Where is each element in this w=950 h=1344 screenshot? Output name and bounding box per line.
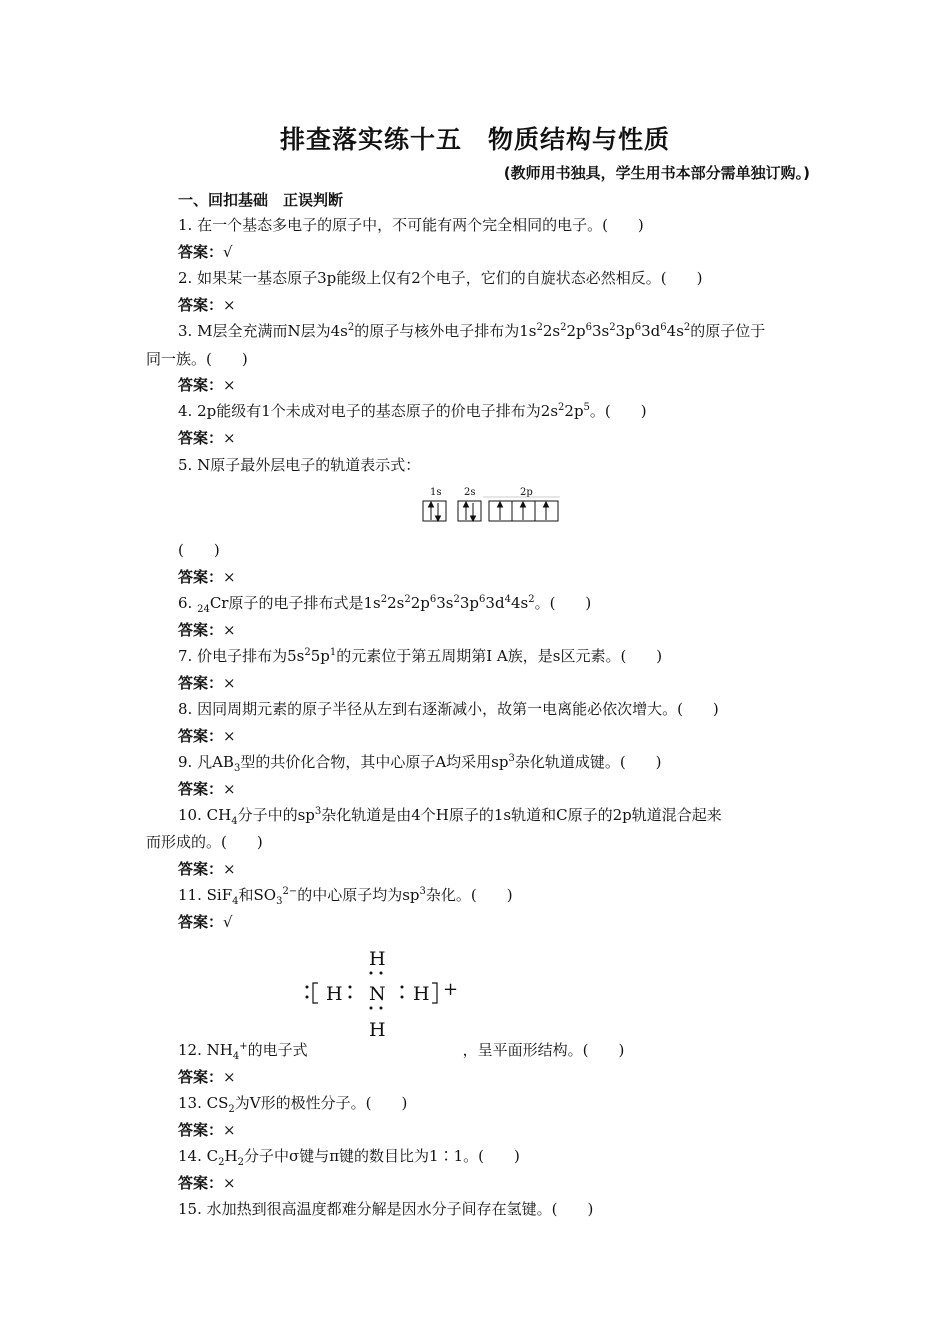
section-heading: 一、回扣基础 正误判断	[178, 191, 344, 209]
atom-h-right: H	[413, 983, 430, 1005]
answer-1: 答案：√	[178, 243, 233, 261]
ammonium-electron-formula	[298, 945, 468, 1040]
page-title: 排查落实练十五 物质结构与性质	[279, 125, 670, 154]
question-2: 2. 如果某一基态原子3p能级上仅有2个电子，它们的自旋状态必然相反。( )	[178, 269, 703, 287]
answer-4: 答案：×	[178, 429, 236, 447]
answer-10: 答案：×	[178, 860, 236, 878]
question-9: 9. 凡$AB_3$型的共价化合物，其中心原子A均采用$sp^3$杂化轨道成键。( )	[178, 753, 662, 774]
answer-12: 答案：×	[178, 1068, 236, 1086]
question-14: 14. $C_2H_2$分子中σ键与π键的数目比为1∶1。( )	[178, 1147, 520, 1168]
atom-h-left: H	[326, 983, 343, 1005]
question-3-cont: 同一族。( )	[146, 350, 248, 368]
answer-6: 答案：×	[178, 621, 236, 639]
question-10: 10. $CH_4$分子中的$sp^3$杂化轨道是由4个H原子的1s轨道和C原子的2p轨道混合起来	[178, 806, 722, 827]
left-bracket	[313, 983, 318, 1003]
question-10-cont: 而形成的。( )	[146, 833, 263, 851]
box-2s	[458, 501, 481, 521]
answer-11: 答案：√	[178, 913, 233, 931]
question-12: 12. $NH_4^+$的电子式 ，呈平面形结构。( )	[178, 1041, 625, 1062]
answer-9: 答案：×	[178, 780, 236, 798]
page-subtitle: (教师用书独具，学生用书本部分需单独订购。)	[503, 164, 810, 182]
answer-14: 答案：×	[178, 1174, 236, 1192]
answer-5: 答案：×	[178, 568, 236, 586]
question-8: 8. 因同周期元素的原子半径从左到右逐渐减小，故第一电离能必依次增大。( )	[178, 700, 719, 718]
answer-3: 答案：×	[178, 376, 236, 394]
orbital-diagram	[420, 485, 565, 525]
atom-h-bottom: H	[369, 1019, 386, 1040]
question-15: 15. 水加热到很高温度都难分解是因水分子间存在氢键。( )	[178, 1200, 594, 1218]
atom-h-top: H	[369, 948, 386, 970]
question-1: 1. 在一个基态多电子的原子中，不可能有两个完全相同的电子。( )	[178, 216, 644, 234]
box-1s	[423, 501, 446, 521]
question-11: 11. SiF$_4$和$SO_3^{2-}$的中心原子均为$sp^3$杂化。( )	[178, 886, 513, 907]
question-6: 6. $_{24}$Cr原子的电子排布式是$1s^22s^22p^63s^23p^63d^44s^2$。( )	[178, 594, 592, 615]
ion-charge: +	[443, 979, 459, 1000]
answer-7: 答案：×	[178, 674, 236, 692]
question-3: 3. M层全充满而N层为$4s^2$的原子与核外电子排布为$1s^22s^22p^63s^23p^63d^64s^2$的原子位于	[178, 322, 766, 340]
label-2s: 2s	[464, 487, 476, 498]
answer-8: 答案：×	[178, 727, 236, 745]
answer-2: 答案：×	[178, 296, 236, 314]
question-5: 5. N原子最外层电子的轨道表示式：	[178, 456, 421, 474]
question-13: 13. $CS_2$为V形的极性分子。( )	[178, 1094, 408, 1115]
atom-n: N	[369, 983, 386, 1005]
right-bracket	[432, 983, 437, 1003]
question-5-blank: ( )	[178, 541, 220, 559]
question-7: 7. 价电子排布为$5s^25p^1$的元素位于第五周期第Ⅰ A族，是s区元素。( )	[178, 647, 663, 665]
answer-13: 答案：×	[178, 1121, 236, 1139]
label-2p: 2p	[520, 487, 533, 498]
question-4: 4. 2p能级有1个未成对电子的基态原子的价电子排布为$2s^22p^5$。( )	[178, 402, 647, 420]
label-1s: 1s	[430, 487, 442, 498]
